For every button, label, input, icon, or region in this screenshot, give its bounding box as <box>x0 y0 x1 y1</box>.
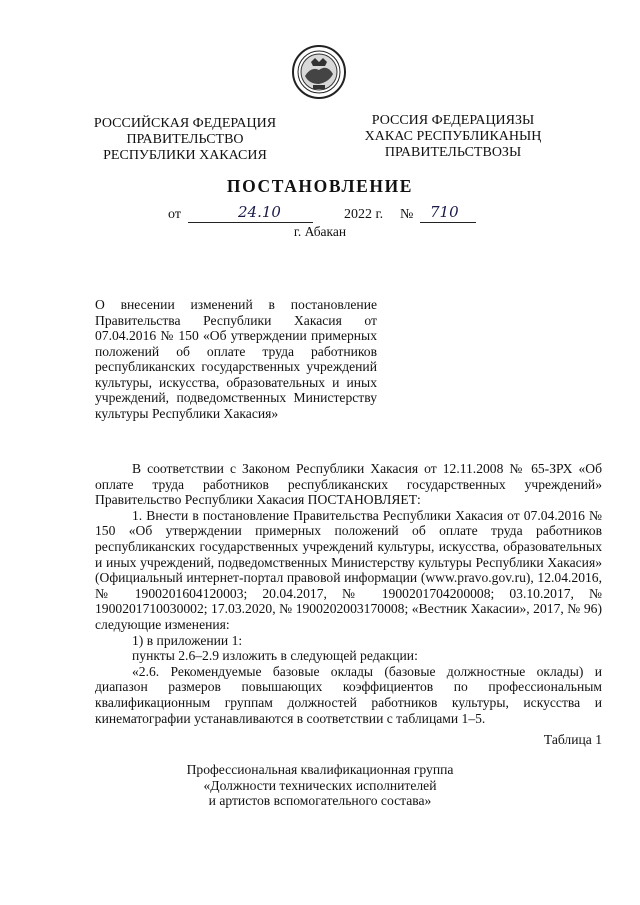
document-type-title: ПОСТАНОВЛЕНИЕ <box>226 176 414 196</box>
header-left-line: РЕСПУБЛИКИ ХАКАСИЯ <box>103 148 267 163</box>
document-subject: О внесении изменений в постановление Правительства Республики Хакасия от 07.04.2016 № 150 «Об утверждении примерных положений об оплате труда работников республиканских государственных учреждений культуры, искусства, образовательных и иных учреждений, подведомственных Министерству культуры Республики Хакасия» <box>95 297 377 421</box>
handwritten-date: 24.10 <box>238 203 281 221</box>
year-label: 2022 г. <box>344 207 384 222</box>
header-right-line: ПРАВИТЕЛЬСТВОЗЫ <box>384 145 522 160</box>
table-title-line: «Должности технических исполнителей <box>203 777 437 793</box>
table-title-line: и артистов вспомогательного состава» <box>208 793 432 809</box>
body-paragraph: В соответствии с Законом Республики Хакасия от 12.11.2008 № 65-ЗРХ «Об оплате труда работников республиканских государственных учреждений» Правительство Республики Хакасия ПОСТАНОВЛЯЕТ: <box>95 461 602 508</box>
table-label: Таблица 1 <box>543 732 602 747</box>
header-right-line: РОССИЯ ФЕДЕРАЦИЯЗЫ <box>371 113 535 128</box>
city-label: г. Абакан <box>293 224 347 239</box>
body-paragraph: 1) в приложении 1: <box>132 632 243 648</box>
table-title <box>0 762 640 809</box>
header-right <box>346 113 560 161</box>
header-left-line: РОССИЙСКАЯ ФЕДЕРАЦИЯ <box>93 116 277 131</box>
from-label: от <box>168 207 181 222</box>
document-body <box>95 461 602 726</box>
header-right-line: ХАКАС РЕСПУБЛИКАНЫҢ <box>364 129 542 144</box>
header-left-line: ПРАВИТЕЛЬСТВО <box>126 132 244 147</box>
body-paragraph: 1. Внести в постановление Правительства Республики Хакасия от 07.04.2016 № 150 «Об утверждении примерных положений об оплате труда работников республиканских государственных учреждений культуры, искусства, образовательных и иных учреждений, подведомственных Министерству культуры Республики Хакасия» (Официальный интернет-портал правовой информации (www.pravo.gov.ru), 12.04.2016, № 1900201604120003; 20.04.2017, № 1900201704200008; 03.10.2017, № 1900201710030002; 17.03.2020, № 1900202003170008; «Вестник Хакасии», 2017, № 96) следующие изменения: <box>95 507 602 632</box>
header-left <box>80 116 290 164</box>
table-title-line: Профессиональная квалификационная группа <box>186 762 454 777</box>
body-paragraph: «2.6. Рекомендуемые базовые оклады (базовые должностные оклады) и диапазон размеров повышающих коэффициентов по профессиональным квалификационным группам должностей работников культуры, искусства и кинематографии устанавливаются в соответствии с таблицами 1–5. <box>95 663 602 726</box>
handwritten-number: 710 <box>430 203 459 221</box>
body-paragraph: пункты 2.6–2.9 изложить в следующей редакции: <box>132 648 418 664</box>
coat-of-arms-icon <box>291 44 347 100</box>
number-label: № <box>400 207 414 222</box>
